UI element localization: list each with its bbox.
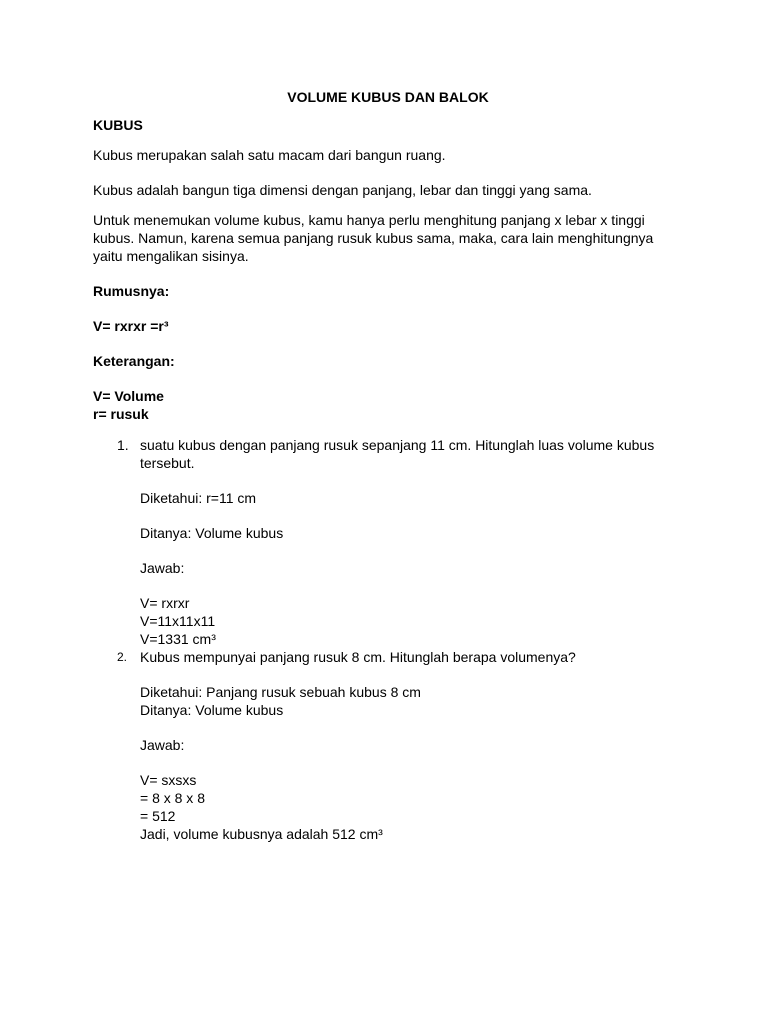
document-title: VOLUME KUBUS DAN BALOK xyxy=(287,89,489,105)
paragraph-definition-1: Kubus merupakan salah satu macam dari bangun ruang. xyxy=(93,147,446,163)
problem-known: Diketahui: Panjang rusuk sebuah kubus 8 cm xyxy=(140,684,421,700)
problem-answer-label: Jawab: xyxy=(140,560,185,576)
problem-question: Kubus mempunyai panjang rusuk 8 cm. Hitunglah berapa volumenya? xyxy=(140,649,576,665)
problem-number: 2. xyxy=(117,650,128,664)
legend-item-rusuk: r= rusuk xyxy=(93,406,149,422)
section-heading: KUBUS xyxy=(93,117,143,133)
problem-answer-label: Jawab: xyxy=(140,737,185,753)
problem-item-1 xyxy=(93,436,683,648)
problem-item-2 xyxy=(93,648,683,843)
paragraph-volume-explanation: Untuk menemukan volume kubus, kamu hanya perlu menghitung panjang x lebar x tinggi kubus. Namun, karena semua panjang rusuk kubus sama, maka, cara lain menghitungnya yaitu mengalikan sisinya. xyxy=(93,212,654,264)
legend-item-volume: V= Volume xyxy=(93,388,164,404)
document-page xyxy=(93,88,683,843)
solution-step: = 8 x 8 x 8 xyxy=(140,790,205,806)
paragraph-definition-2: Kubus adalah bangun tiga dimensi dengan panjang, lebar dan tinggi yang sama. xyxy=(93,182,592,198)
formula-heading: Rumusnya: xyxy=(93,283,170,299)
problem-question: suatu kubus dengan panjang rusuk sepanjang 11 cm. Hitunglah luas volume kubus tersebut. xyxy=(140,437,659,471)
problem-list xyxy=(93,436,683,843)
solution-step: = 512 xyxy=(140,808,176,824)
legend-heading: Keterangan: xyxy=(93,353,175,369)
solution-step: V=11x11x11 xyxy=(140,613,216,629)
problem-asked: Ditanya: Volume kubus xyxy=(140,702,284,718)
problem-known: Diketahui: r=11 cm xyxy=(140,490,257,506)
solution-step: V=1331 cm³ xyxy=(140,631,216,647)
formula: V= rxrxr =r³ xyxy=(93,318,169,334)
solution-step: V= sxsxs xyxy=(140,772,197,788)
solution-conclusion: Jadi, volume kubusnya adalah 512 cm³ xyxy=(140,826,383,842)
problem-number: 1. xyxy=(117,437,129,453)
solution-step: V= rxrxr xyxy=(140,595,190,611)
problem-asked: Ditanya: Volume kubus xyxy=(140,525,284,541)
